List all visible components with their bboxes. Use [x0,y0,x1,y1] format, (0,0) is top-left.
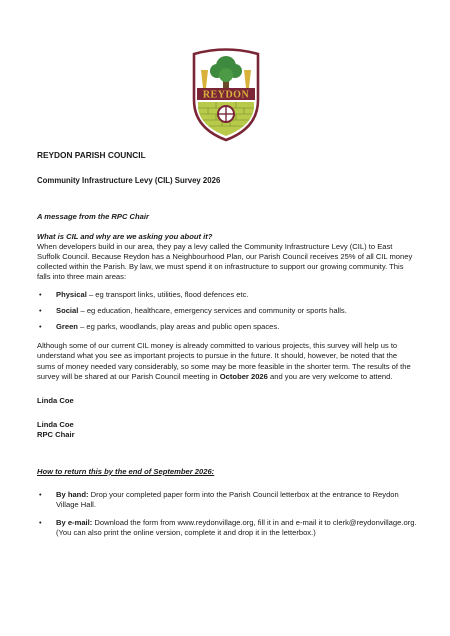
return-method-text: Download the form from www.reydonvillage.org, fill it in and e-mail it to clerk@reydonvillage.org. (You can also print the online version, complete it and drop it in the letterbox.) [56,518,417,538]
area-text: – eg transport links, utilities, flood defences etc. [86,289,249,299]
bullet-icon: • [39,518,42,528]
return-method-text: Drop your completed paper form into the Parish Council letterbox at the entrance to Reydon Village Hall. [56,489,399,510]
crest-banner-text: REYDON [202,89,250,101]
return-heading: How to return this by the end of September 2026: [37,466,215,476]
meeting-date: October 2026 [219,371,268,381]
bullet-icon: • [39,322,42,332]
return-method-label: By hand: [56,489,89,499]
area-label: Physical [56,289,87,299]
reydon-crest-logo [186,48,266,143]
area-label: Social [56,305,79,315]
closing-paragraph [37,341,417,382]
infrastructure-areas-list [37,290,417,333]
list-item [37,306,417,316]
list-item [37,290,417,300]
message-heading: A message from the RPC Chair [37,212,149,222]
list-item [37,322,417,332]
area-label: Green [56,322,78,332]
closing-text: Although some of our current CIL money is already committed to various projects, this survey will help us to understand what you see as important projects to pursue in the future. It should, however, be noted that the sums of money needed vary considerably, so some may be more feasible in the shorter term. The results of the survey will be shared at our Parish Council meeting in [37,341,411,381]
signature-block [37,420,417,440]
closing-text-end: and you are very welcome to attend. [267,371,393,381]
survey-title: Community Infrastructure Levy (CIL) Survey 2026 [37,176,221,186]
bullet-icon: • [39,489,42,499]
bullet-icon: • [39,289,42,299]
org-name: REYDON PARISH COUNCIL [37,150,146,160]
area-text: – eg parks, woodlands, play areas and public open spaces. [77,322,280,332]
chair-role: RPC Chair [37,430,75,440]
signature: Linda Coe [37,396,74,406]
list-item [37,490,417,510]
question-heading: What is CIL and why are we asking you about it? [37,231,213,241]
return-methods-list [37,490,417,539]
chair-name: Linda Coe [37,420,74,430]
intro-paragraph: When developers build in our area, they pay a levy called the Community Infrastructure Levy (CIL) to East Suffolk Council. Because Reydon has a Neighbourhood Plan, our Parish Council receives 25% of all CIL money collected within the Parish. By law, we must spend it on infrastructure to support our growing community. This falls into three main areas: [37,241,413,282]
bullet-icon: • [39,305,42,315]
list-item [37,518,417,538]
letter-body [37,150,417,548]
return-method-label: By e-mail: [56,518,93,528]
area-text: – eg education, healthcare, emergency services and community or sports halls. [78,305,347,315]
